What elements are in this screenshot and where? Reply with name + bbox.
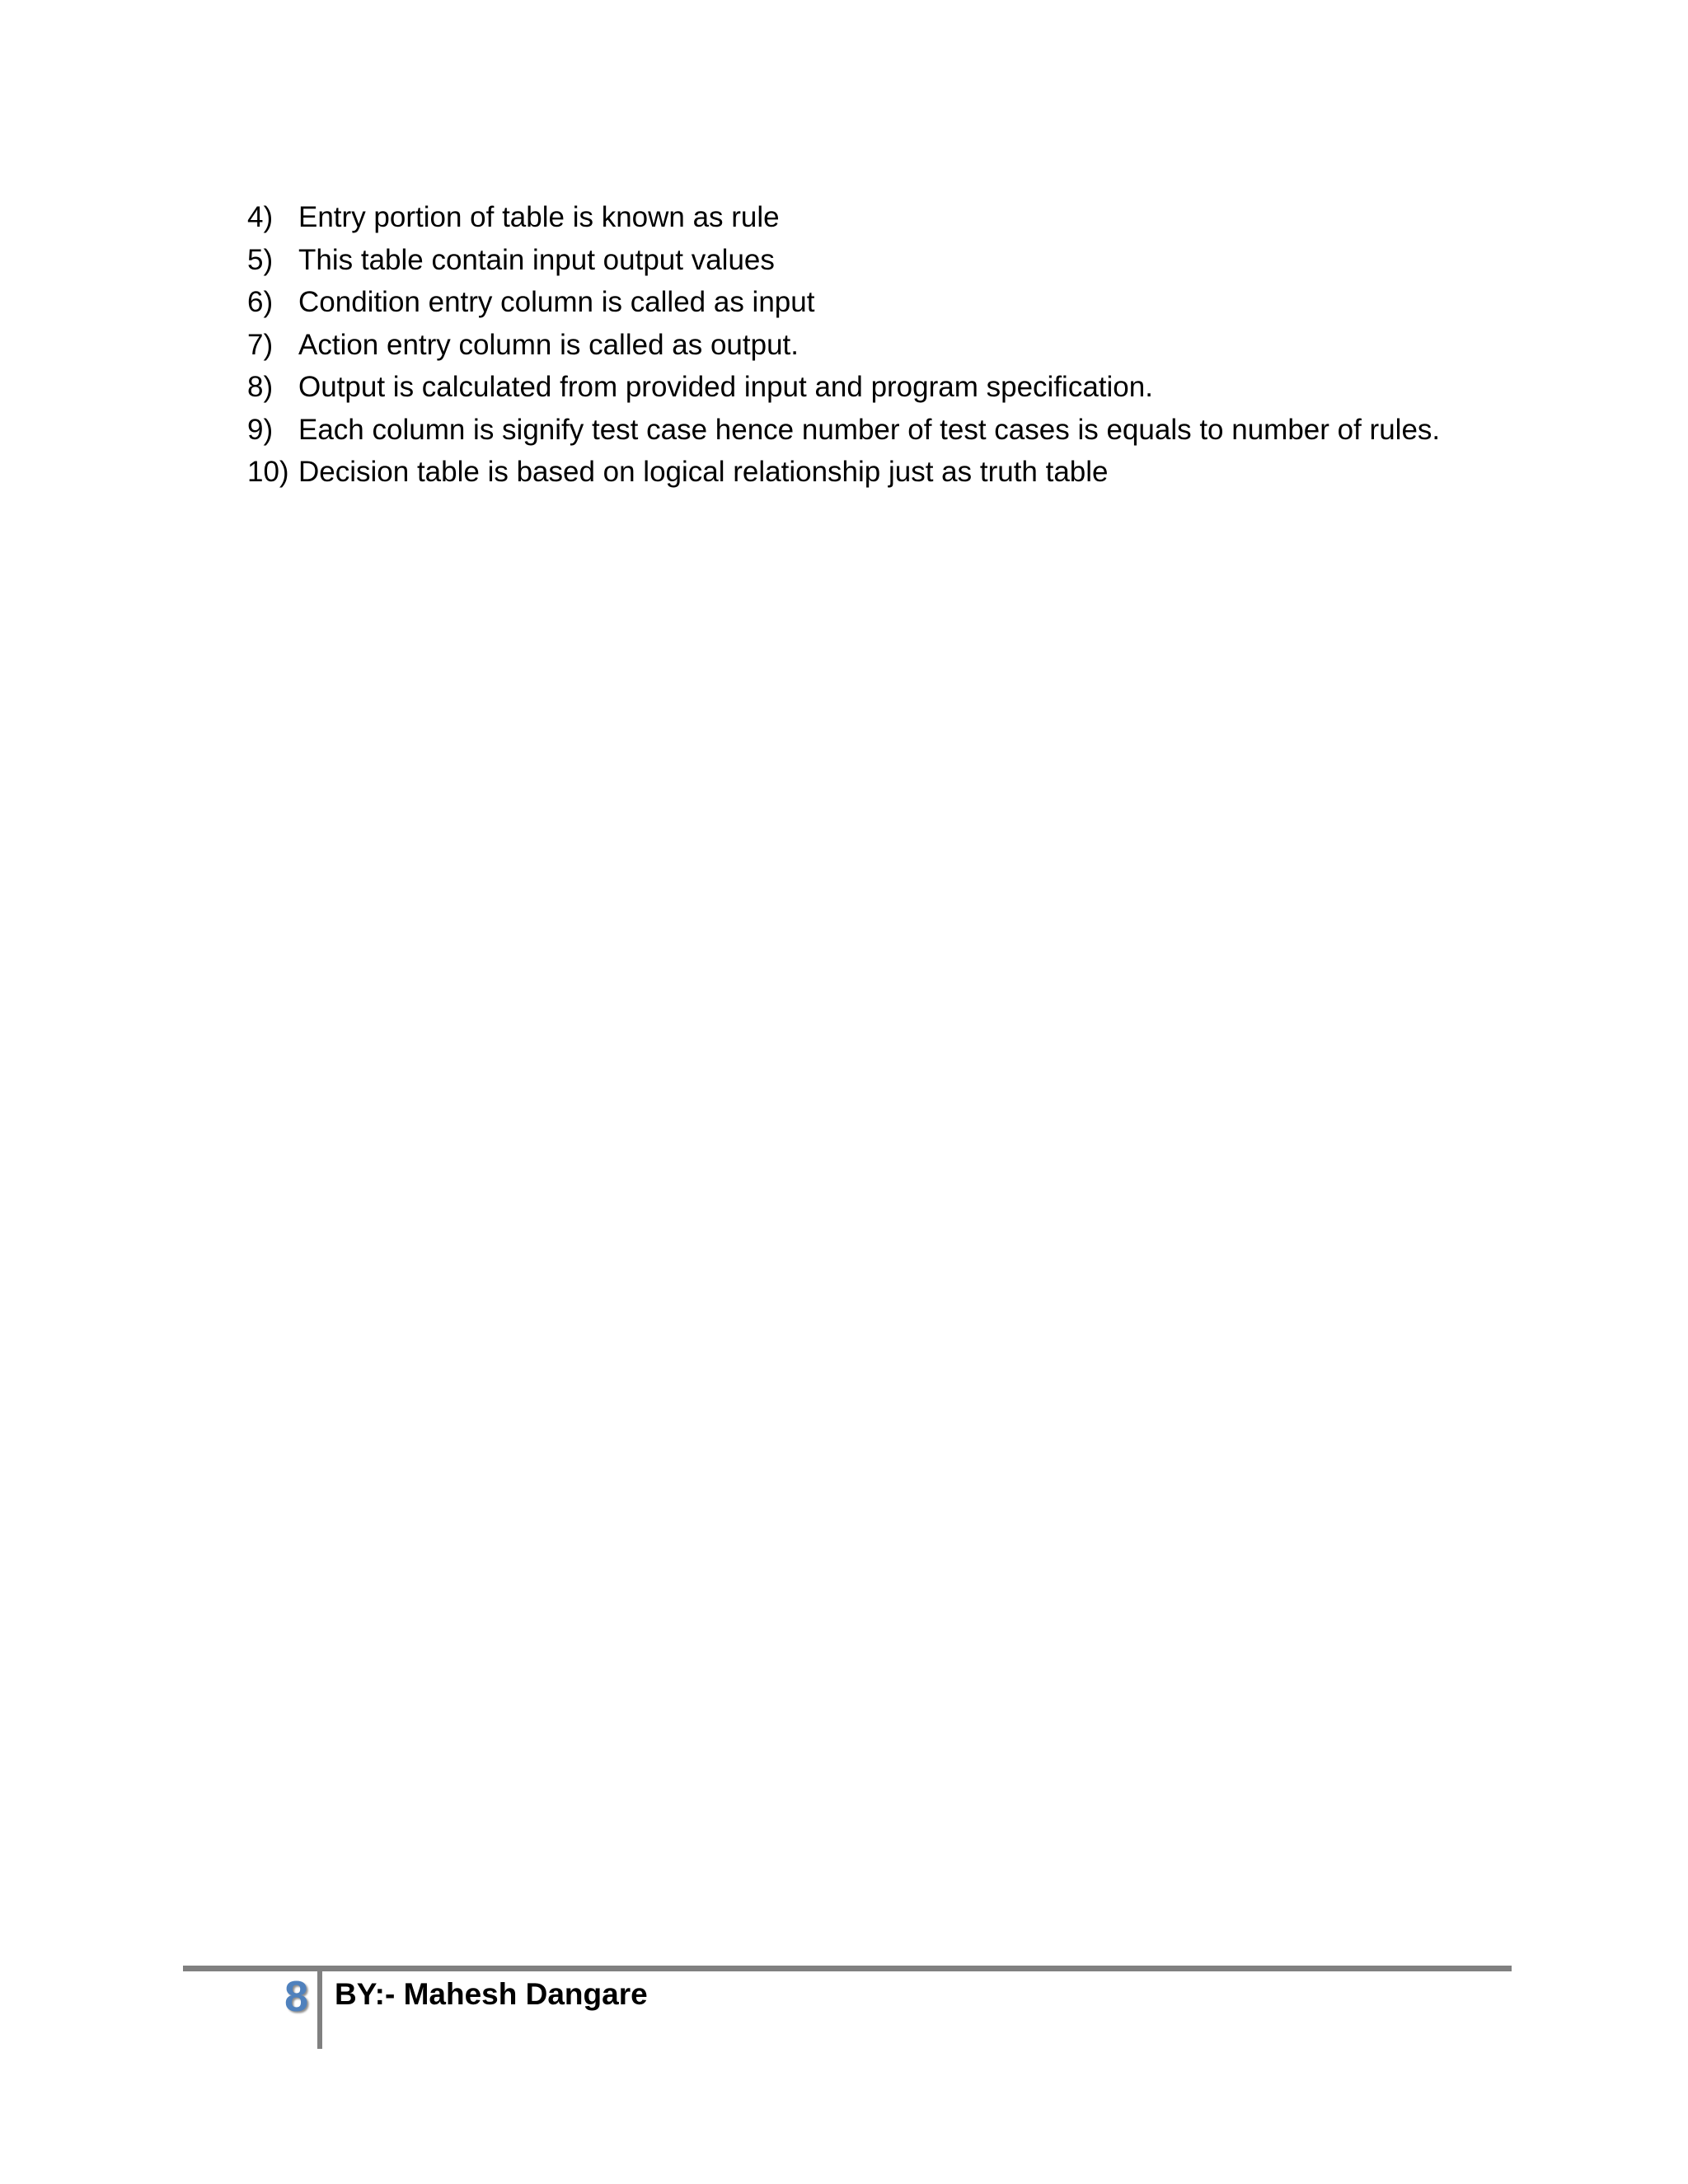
list-item-text: Each column is signify test case hence number of test cases is equals to number of rules.	[298, 413, 1441, 446]
footer-byline: BY:- Mahesh Dangare	[335, 1977, 648, 2011]
footer-divider	[317, 1971, 322, 2049]
numbered-list	[247, 196, 1525, 494]
list-item-text: Output is calculated from provided input and program specification.	[298, 371, 1153, 404]
list-item-number: 7)	[247, 328, 274, 361]
list-item-text: Condition entry column is called as input	[298, 286, 815, 319]
footer-rule	[183, 1966, 1512, 1971]
page-number: 8	[284, 1973, 308, 2021]
list-item	[247, 196, 1525, 239]
list-item	[247, 409, 1525, 452]
list-item	[247, 366, 1525, 409]
list-item	[247, 239, 1525, 282]
list-item-number: 10)	[247, 456, 289, 489]
list-item-number: 8)	[247, 371, 274, 404]
list-item-text: This table contain input output values	[298, 243, 775, 276]
list-item-text: Entry portion of table is known as rule	[298, 201, 780, 234]
list-item-text: Action entry column is called as output.	[298, 328, 799, 361]
list-item-number: 6)	[247, 286, 274, 319]
list-item-text: Decision table is based on logical relationship just as truth table	[298, 456, 1109, 489]
list-item	[247, 324, 1525, 367]
list-item	[247, 451, 1525, 494]
list-item-number: 9)	[247, 413, 274, 446]
list-item-number: 5)	[247, 243, 274, 276]
list-item-number: 4)	[247, 201, 274, 234]
list-item	[247, 281, 1525, 324]
